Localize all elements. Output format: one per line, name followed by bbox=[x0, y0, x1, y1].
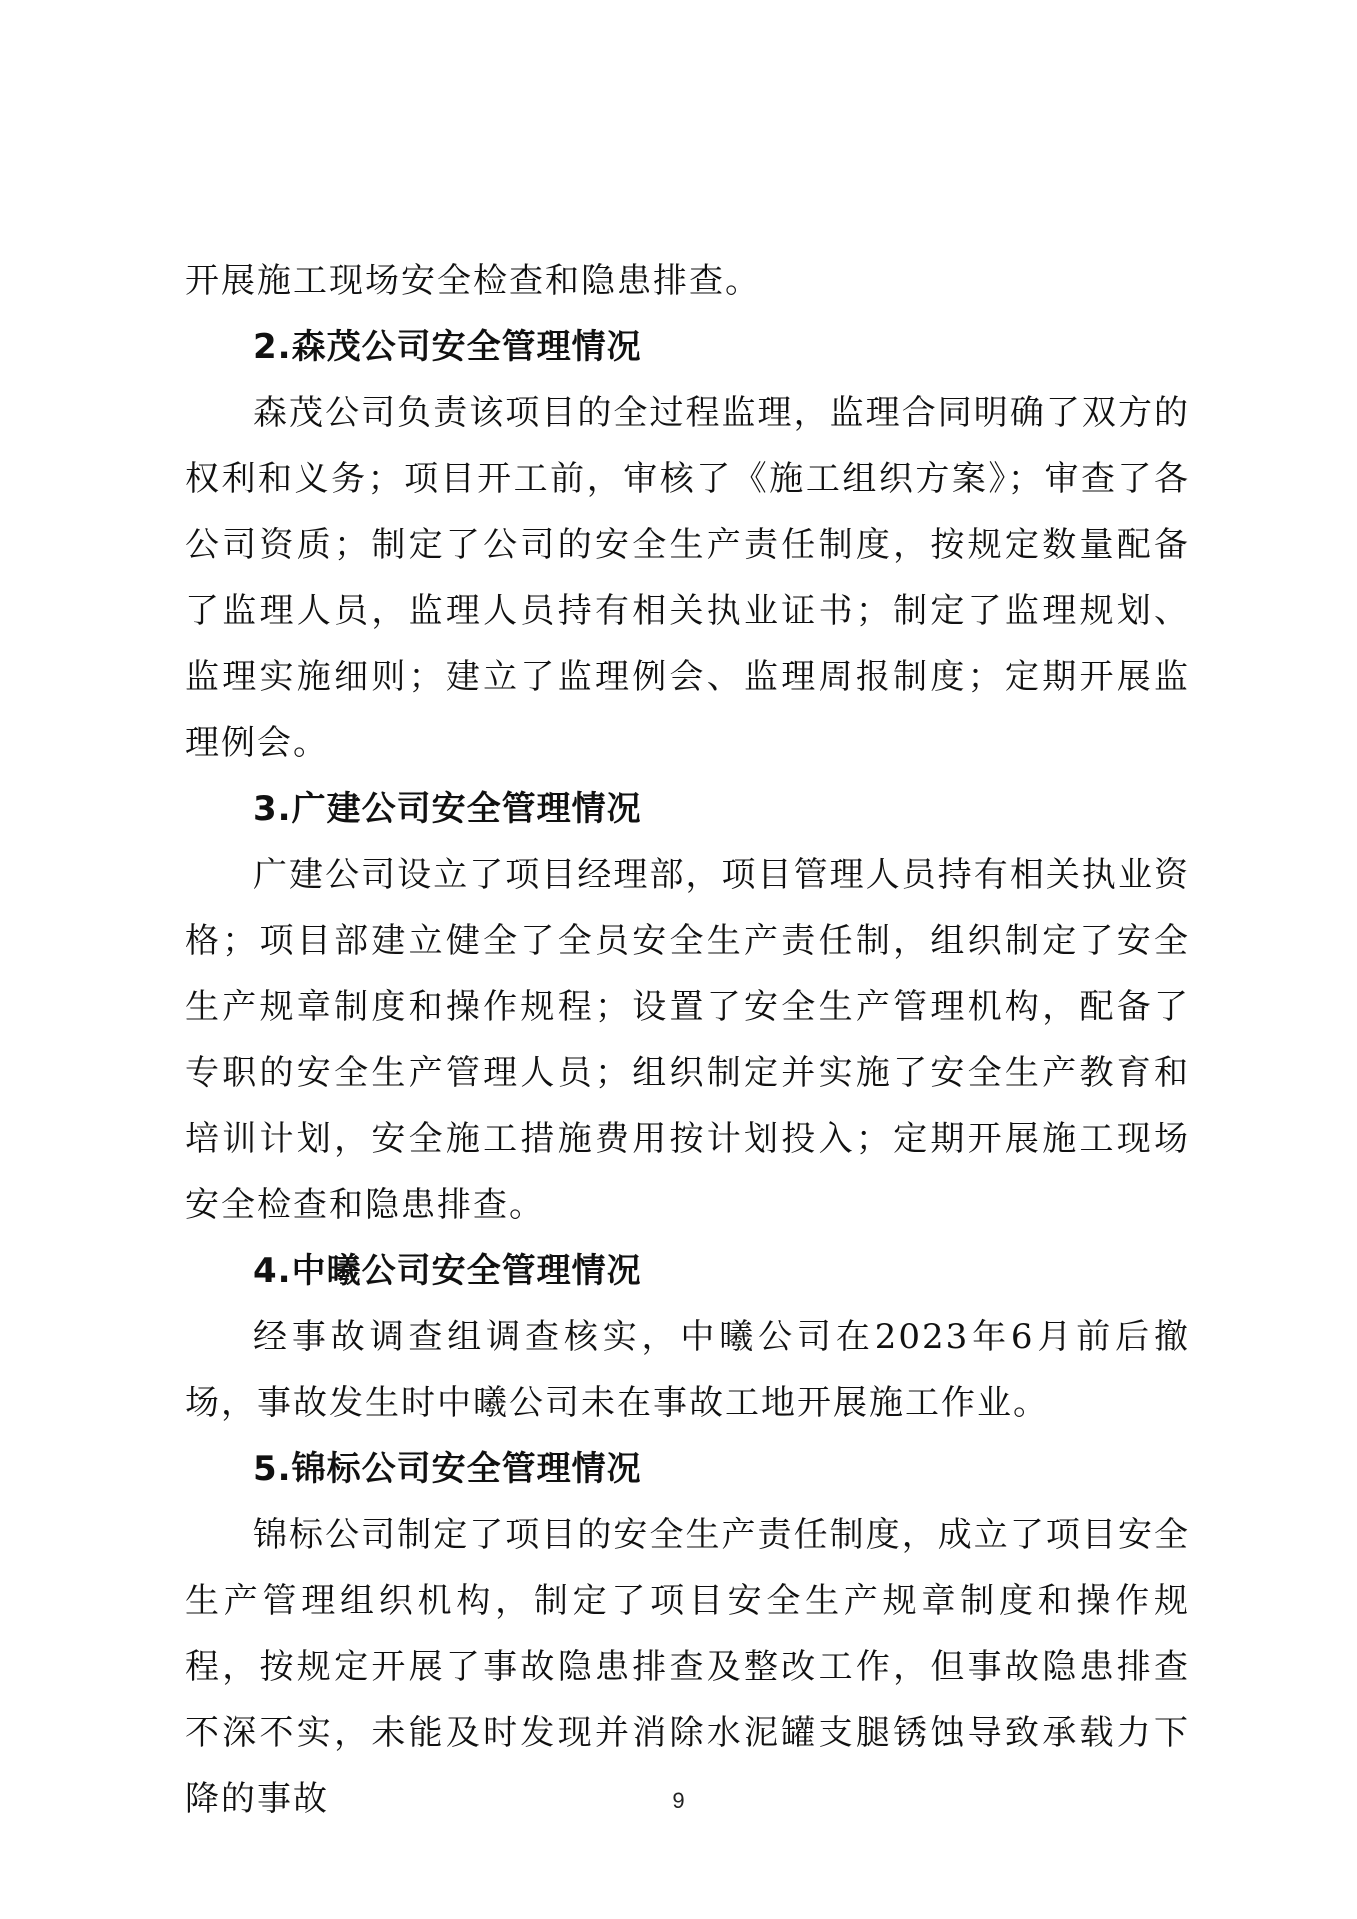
paragraph-senmao: 森茂公司负责该项目的全过程监理，监理合同明确了双方的权利和义务；项目开工前，审核了《施工组织方案》；审查了各公司资质；制定了公司的安全生产责任制度，按规定数量配备了监理人员，监理人员持有相关执业证书；制定了监理规划、监理实施细则；建立了监理例会、监理周报制度；定期开展监理例会。 bbox=[185, 393, 1190, 763]
section-heading-4: 4.中曦公司安全管理情况 bbox=[253, 1251, 642, 1291]
paragraph-continuation: 开展施工现场安全检查和隐患排查。 bbox=[185, 261, 761, 301]
paragraph-zhongxi: 经事故调查组调查核实，中曦公司在2023年6月前后撤场，事故发生时中曦公司未在事故工地开展施工作业。 bbox=[185, 1317, 1190, 1423]
paragraph-jinbiao: 锦标公司制定了项目的安全生产责任制度，成立了项目安全生产管理组织机构，制定了项目安全生产规章制度和操作规程，按规定开展了事故隐患排查及整改工作，但事故隐患排查不深不实，未能及时发现并消除水泥罐支腿锈蚀导致承载力下降的事故 bbox=[185, 1515, 1190, 1819]
paragraph-guangjian: 广建公司设立了项目经理部，项目管理人员持有相关执业资格；项目部建立健全了全员安全生产责任制，组织制定了安全生产规章制度和操作规程；设置了安全生产管理机构，配备了专职的安全生产管理人员；组织制定并实施了安全生产教育和培训计划，安全施工措施费用按计划投入；定期开展施工现场安全检查和隐患排查。 bbox=[185, 855, 1190, 1225]
section-heading-3: 3.广建公司安全管理情况 bbox=[253, 789, 642, 829]
document-body bbox=[185, 248, 1190, 1832]
section-heading-5: 5.锦标公司安全管理情况 bbox=[253, 1449, 642, 1489]
section-heading-2: 2.森茂公司安全管理情况 bbox=[253, 327, 642, 367]
page-number: 9 bbox=[672, 1788, 685, 1813]
